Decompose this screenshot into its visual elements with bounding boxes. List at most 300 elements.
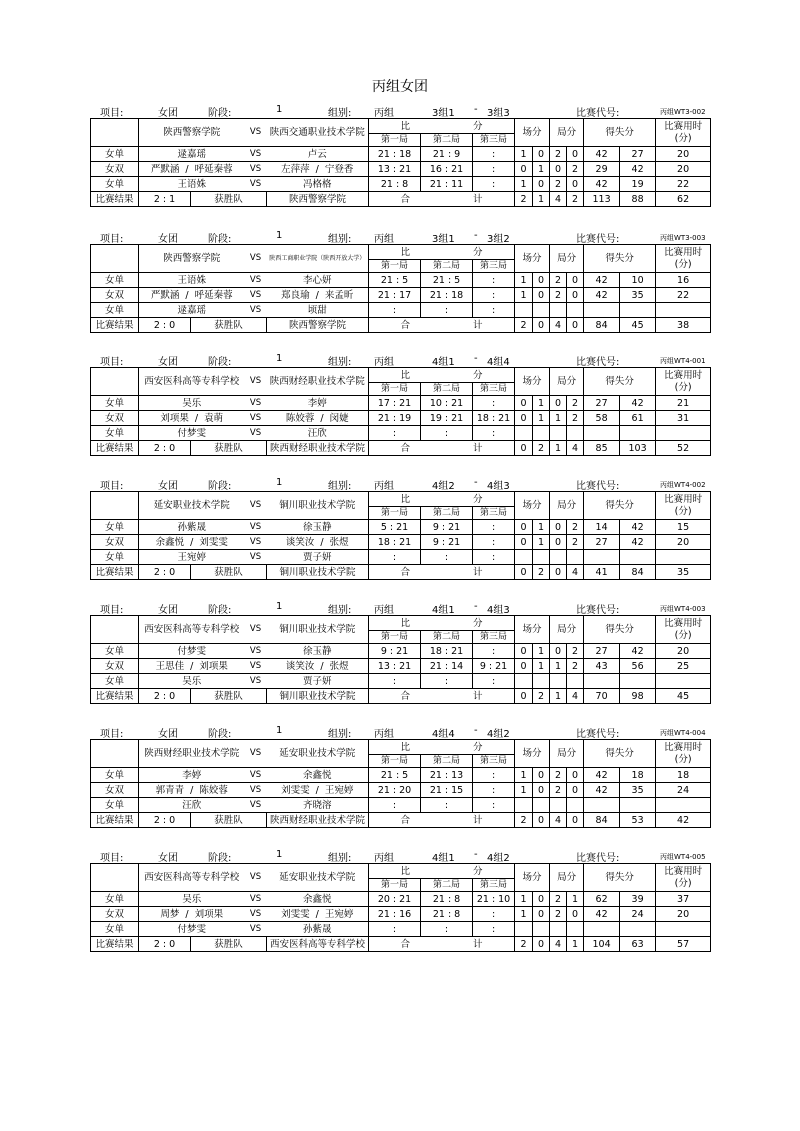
game3-score — [473, 396, 515, 411]
project-value: 女团 — [158, 234, 178, 245]
score-b: 15 — [451, 784, 464, 796]
vs-label: VS — [245, 783, 267, 798]
total-matches-a: 2 — [515, 813, 533, 828]
matches-header: 场分 — [515, 616, 550, 644]
player-a1: 严默涵 — [150, 289, 180, 301]
vs-label: VS — [245, 303, 267, 318]
player-b1: 刘雯雯 — [281, 908, 310, 920]
table-row — [91, 798, 711, 813]
colon: : — [444, 645, 449, 657]
colon: : — [392, 427, 397, 439]
colon: : — [447, 274, 452, 286]
points-b: 61 — [620, 411, 656, 426]
colon: : — [491, 274, 496, 286]
game2-score — [421, 892, 473, 907]
total-time: 42 — [656, 813, 711, 828]
vs-label: VS — [245, 892, 267, 907]
colon: : — [491, 536, 496, 548]
result-label: 比赛结果 — [91, 441, 139, 456]
winner-team: 陕西警察学院 — [267, 318, 369, 333]
total-label — [369, 813, 515, 828]
points-a: 27 — [584, 535, 620, 550]
points-a: 62 — [584, 892, 620, 907]
player-a: 吴乐 — [182, 893, 202, 905]
games-header: 局分 — [550, 368, 584, 396]
game-points-b: 2 — [567, 659, 584, 674]
total-points-b: 84 — [620, 565, 656, 580]
player-b2: 闵婕 — [329, 412, 349, 424]
total-games-b: 0 — [567, 318, 584, 333]
player-b: 徐玉静 — [303, 645, 332, 657]
points-header: 得失分 — [584, 492, 656, 520]
dash: - — [474, 725, 478, 736]
game-points-b: 1 — [567, 892, 584, 907]
game2-score — [421, 288, 473, 303]
g2 — [421, 163, 472, 176]
colon: : — [491, 675, 496, 687]
bi-label: 比 — [400, 741, 411, 753]
colon: : — [444, 784, 449, 796]
total-points-a: 84 — [584, 318, 620, 333]
player-b: 余鑫悦 — [303, 893, 332, 905]
table-row — [91, 162, 711, 177]
vs-label: VS — [245, 162, 267, 177]
table-row — [91, 273, 711, 288]
time-cell — [656, 674, 711, 689]
g3 — [473, 893, 514, 906]
side-a-players — [139, 768, 245, 783]
table-row — [91, 396, 711, 411]
match-block — [90, 601, 710, 704]
result-row — [91, 813, 711, 828]
winner-label: 获胜队 — [191, 441, 267, 456]
game1-header: 第一局 — [369, 383, 421, 396]
g2 — [421, 397, 472, 410]
table-row — [91, 768, 711, 783]
game2-score — [421, 644, 473, 659]
game3-header: 第三局 — [473, 134, 515, 147]
points-a — [584, 426, 620, 441]
colon: : — [441, 536, 446, 548]
player-b1: 谈笑汝 — [285, 536, 315, 548]
match-table — [90, 244, 711, 333]
colon: : — [392, 289, 397, 301]
score-a: 16 — [429, 163, 442, 175]
game3-score — [473, 288, 515, 303]
player-a: 吴乐 — [182, 397, 202, 409]
player-a: 付梦雯 — [177, 923, 207, 935]
g2 — [421, 178, 472, 191]
res-b: 0 — [169, 938, 176, 950]
score-header — [369, 245, 515, 260]
g3 — [473, 923, 514, 936]
score-a: 18 — [377, 536, 390, 548]
game1-score — [369, 922, 421, 937]
event-type: 女单 — [91, 798, 139, 813]
game-points-b — [567, 426, 584, 441]
game-points-a: 2 — [550, 147, 567, 162]
score-b: 19 — [399, 412, 412, 424]
game1-score — [369, 535, 421, 550]
match-block — [90, 849, 710, 952]
colon: : — [444, 289, 449, 301]
stage-value: 1 — [276, 849, 283, 860]
match-points-b: 1 — [533, 396, 550, 411]
match-points-b: 0 — [533, 892, 550, 907]
game3-score — [473, 907, 515, 922]
player-a2: 刘项果 — [199, 660, 228, 672]
side-b-players — [267, 411, 369, 426]
g2 — [421, 923, 472, 936]
total-time: 45 — [656, 689, 711, 704]
score-header — [369, 492, 515, 507]
player-a: 王语姝 — [177, 178, 207, 190]
score-b: 21 — [451, 397, 464, 409]
player-a: 逯嘉瑶 — [177, 148, 207, 160]
g3 — [473, 148, 514, 161]
g3 — [473, 163, 514, 176]
colon: : — [392, 908, 397, 920]
game-points-a: 2 — [550, 768, 567, 783]
vs-label: VS — [245, 922, 267, 937]
player-b1: 左萍萍 — [281, 163, 310, 175]
side-a-players — [139, 147, 245, 162]
time-header: 比赛用时(分) — [656, 492, 711, 520]
stage-value: 1 — [276, 353, 283, 364]
total-matches-a: 0 — [515, 689, 533, 704]
points-a: 58 — [584, 411, 620, 426]
match-header — [90, 601, 710, 615]
game1-score — [369, 768, 421, 783]
match-points-b — [533, 674, 550, 689]
player-b2: 王宛婷 — [324, 908, 354, 920]
match-points-b: 1 — [533, 644, 550, 659]
side-a-players — [139, 659, 245, 674]
score-b: 8 — [454, 893, 461, 905]
project-label: 项目: — [100, 481, 124, 492]
total-matches-a: 0 — [515, 441, 533, 456]
match-points-b — [533, 303, 550, 318]
g2 — [421, 799, 472, 812]
g1 — [369, 397, 420, 410]
header-row — [91, 864, 711, 879]
group-value: 丙组 — [374, 853, 394, 864]
colon: : — [491, 923, 496, 935]
total-games-a: 4 — [550, 937, 567, 952]
g2 — [421, 427, 472, 440]
project-value: 女团 — [158, 481, 178, 492]
points-header: 得失分 — [584, 245, 656, 273]
match-table — [90, 863, 711, 952]
group-label: 组别: — [328, 234, 352, 245]
points-b: 24 — [620, 907, 656, 922]
game3-score — [473, 273, 515, 288]
game3-score — [473, 922, 515, 937]
project-label: 项目: — [100, 853, 124, 864]
ji-label: 计 — [473, 442, 483, 454]
colon: : — [162, 690, 167, 702]
subgroup-b: 3组3 — [487, 108, 510, 119]
side-a-players — [139, 550, 245, 565]
project-label: 项目: — [100, 234, 124, 245]
group-value: 丙组 — [374, 729, 394, 740]
bi-label: 比 — [400, 369, 411, 381]
player-b: 汪欣 — [307, 427, 327, 439]
points-b — [620, 426, 656, 441]
match-code-label: 比赛代号: — [576, 853, 620, 864]
g3 — [473, 660, 514, 673]
player-b: 孙紫晟 — [303, 923, 332, 935]
score-a: 21 — [432, 893, 445, 905]
group-value: 丙组 — [374, 357, 394, 368]
matches-header: 场分 — [515, 864, 550, 892]
player-a: 吴乐 — [182, 675, 202, 687]
score-b: 20 — [399, 784, 412, 796]
game-points-a: 0 — [550, 162, 567, 177]
player-b2: 来孟昕 — [324, 289, 354, 301]
points-a: 42 — [584, 907, 620, 922]
game-points-a: 0 — [550, 644, 567, 659]
game1-score — [369, 798, 421, 813]
colon: : — [491, 893, 496, 905]
points-a: 42 — [584, 177, 620, 192]
points-b: 35 — [620, 288, 656, 303]
match-points-b: 0 — [533, 907, 550, 922]
project-value: 女团 — [158, 605, 178, 616]
subgroup-a: 4组4 — [432, 729, 455, 740]
subgroup-a: 4组2 — [432, 481, 455, 492]
match-block — [90, 477, 710, 580]
game-points-b — [567, 922, 584, 937]
colon: : — [389, 645, 394, 657]
g1 — [369, 148, 420, 161]
slash: / — [320, 412, 324, 424]
player-b: 贾子妍 — [303, 675, 332, 687]
g2 — [421, 274, 472, 287]
g2 — [421, 289, 472, 302]
time-header: 比赛用时(分) — [656, 368, 711, 396]
points-header: 得失分 — [584, 119, 656, 147]
project-label: 项目: — [100, 605, 124, 616]
g2 — [421, 893, 472, 906]
total-matches-b: 0 — [533, 937, 550, 952]
game2-score — [421, 520, 473, 535]
colon: : — [392, 893, 397, 905]
game-points-a: 2 — [550, 783, 567, 798]
game1-score — [369, 783, 421, 798]
winner-team: 铜川职业技术学院 — [267, 565, 369, 580]
match-header — [90, 849, 710, 863]
g1 — [369, 521, 420, 534]
g3 — [473, 645, 514, 658]
game-points-b: 2 — [567, 162, 584, 177]
colon: : — [491, 645, 496, 657]
g2 — [421, 675, 472, 688]
match-points-b: 0 — [533, 147, 550, 162]
match-points-b: 1 — [533, 411, 550, 426]
points-a — [584, 922, 620, 937]
time-cell: 22 — [656, 177, 711, 192]
side-a-players — [139, 520, 245, 535]
score-a: 21 — [429, 660, 442, 672]
bi-label: 比 — [400, 493, 411, 505]
game-points-b: 0 — [567, 288, 584, 303]
g1 — [369, 660, 420, 673]
player-b1: 郑良瑜 — [281, 289, 310, 301]
res-a: 2 — [153, 193, 160, 205]
score-header — [369, 368, 515, 383]
ji-label: 计 — [473, 690, 483, 702]
dash: - — [474, 353, 478, 364]
event-type: 女双 — [91, 907, 139, 922]
game2-score — [421, 550, 473, 565]
match-points-b — [533, 550, 550, 565]
score-b: 21 — [448, 521, 461, 533]
points-b: 42 — [620, 535, 656, 550]
side-a-players — [139, 177, 245, 192]
score-b: 21 — [448, 536, 461, 548]
fen-label: 分 — [473, 741, 483, 753]
game-points-b — [567, 303, 584, 318]
side-b-players — [267, 768, 369, 783]
game-points-b: 2 — [567, 520, 584, 535]
time-cell: 21 — [656, 396, 711, 411]
match-points-a: 0 — [515, 644, 533, 659]
result-score — [139, 813, 191, 828]
match-block — [90, 230, 710, 333]
game3-header: 第三局 — [473, 507, 515, 520]
vs-label: VS — [245, 740, 267, 768]
winner-team: 陕西警察学院 — [267, 192, 369, 207]
total-label — [369, 689, 515, 704]
game1-score — [369, 426, 421, 441]
game3-score — [473, 798, 515, 813]
project-label: 项目: — [100, 108, 124, 119]
result-label: 比赛结果 — [91, 192, 139, 207]
colon: : — [162, 814, 167, 826]
game-points-b: 0 — [567, 177, 584, 192]
team-b: 陕西财经职业技术学院 — [267, 368, 369, 396]
g3 — [473, 536, 514, 549]
vs-label: VS — [245, 520, 267, 535]
game-points-b: 2 — [567, 411, 584, 426]
score-a: 13 — [377, 163, 390, 175]
time-header: 比赛用时(分) — [656, 864, 711, 892]
match-points-a — [515, 798, 533, 813]
side-a-players — [139, 892, 245, 907]
team-b: 陕西工商职业学院（陕西开放大学） — [267, 245, 369, 273]
games-header: 局分 — [550, 245, 584, 273]
total-matches-b: 0 — [533, 813, 550, 828]
result-label: 比赛结果 — [91, 318, 139, 333]
colon: : — [392, 660, 397, 672]
result-label: 比赛结果 — [91, 565, 139, 580]
score-a: 10 — [429, 397, 442, 409]
game3-score — [473, 147, 515, 162]
he-label: 合 — [400, 319, 411, 331]
game-points-b: 0 — [567, 783, 584, 798]
matches-header: 场分 — [515, 740, 550, 768]
points-b: 42 — [620, 644, 656, 659]
vs-label: VS — [245, 273, 267, 288]
side-a-players — [139, 273, 245, 288]
game3-header: 第三局 — [473, 383, 515, 396]
score-a: 21 — [377, 289, 390, 301]
g3 — [473, 799, 514, 812]
table-row — [91, 147, 711, 162]
g2 — [421, 304, 472, 317]
colon: : — [392, 784, 397, 796]
team-b: 铜川职业技术学院 — [267, 616, 369, 644]
player-a1: 刘项果 — [160, 412, 189, 424]
g1 — [369, 799, 420, 812]
res-a: 2 — [153, 814, 160, 826]
match-points-a: 0 — [515, 659, 533, 674]
res-b: 0 — [169, 690, 176, 702]
winner-label: 获胜队 — [191, 813, 267, 828]
game-points-b: 0 — [567, 907, 584, 922]
stage-label: 阶段: — [208, 357, 232, 368]
colon: : — [162, 319, 167, 331]
slash: / — [315, 289, 319, 301]
team-b: 陕西交通职业技术学院 — [267, 119, 369, 147]
match-code-label: 比赛代号: — [576, 729, 620, 740]
match-points-b: 0 — [533, 783, 550, 798]
vs-label: VS — [245, 535, 267, 550]
total-points-b: 53 — [620, 813, 656, 828]
player-a1: 余鑫悦 — [155, 536, 185, 548]
match-code: 丙组WT3-003 — [660, 234, 706, 242]
score-a: 17 — [377, 397, 390, 409]
colon: : — [395, 274, 400, 286]
game-points-b — [567, 798, 584, 813]
header-row — [91, 740, 711, 755]
ji-label: 计 — [473, 938, 483, 950]
result-score — [139, 318, 191, 333]
subgroup-a: 3组1 — [432, 108, 455, 119]
side-a-players — [139, 426, 245, 441]
time-cell: 20 — [656, 644, 711, 659]
points-b: 42 — [620, 520, 656, 535]
slash: / — [185, 908, 189, 920]
stage-label: 阶段: — [208, 729, 232, 740]
match-code: 丙组WT4-004 — [660, 729, 706, 737]
score-header — [369, 740, 515, 755]
subgroup-a: 4组1 — [432, 357, 455, 368]
table-row — [91, 644, 711, 659]
player-b2: 宁登香 — [324, 163, 354, 175]
match-points-b: 0 — [533, 177, 550, 192]
match-block — [90, 104, 710, 207]
team-b: 铜川职业技术学院 — [267, 492, 369, 520]
g3 — [473, 675, 514, 688]
score-b: 5 — [454, 274, 461, 286]
project-value: 女团 — [158, 853, 178, 864]
result-row — [91, 937, 711, 952]
score-b: 5 — [402, 274, 409, 286]
player-a: 逯嘉瑶 — [177, 304, 207, 316]
result-score — [139, 441, 191, 456]
total-points-a: 85 — [584, 441, 620, 456]
time-cell — [656, 798, 711, 813]
table-row — [91, 520, 711, 535]
game2-score — [421, 303, 473, 318]
group-value: 丙组 — [374, 108, 394, 119]
player-b: 齐晓溶 — [303, 799, 332, 811]
vs-label: VS — [245, 644, 267, 659]
group-label: 组别: — [328, 108, 352, 119]
colon: : — [444, 427, 449, 439]
